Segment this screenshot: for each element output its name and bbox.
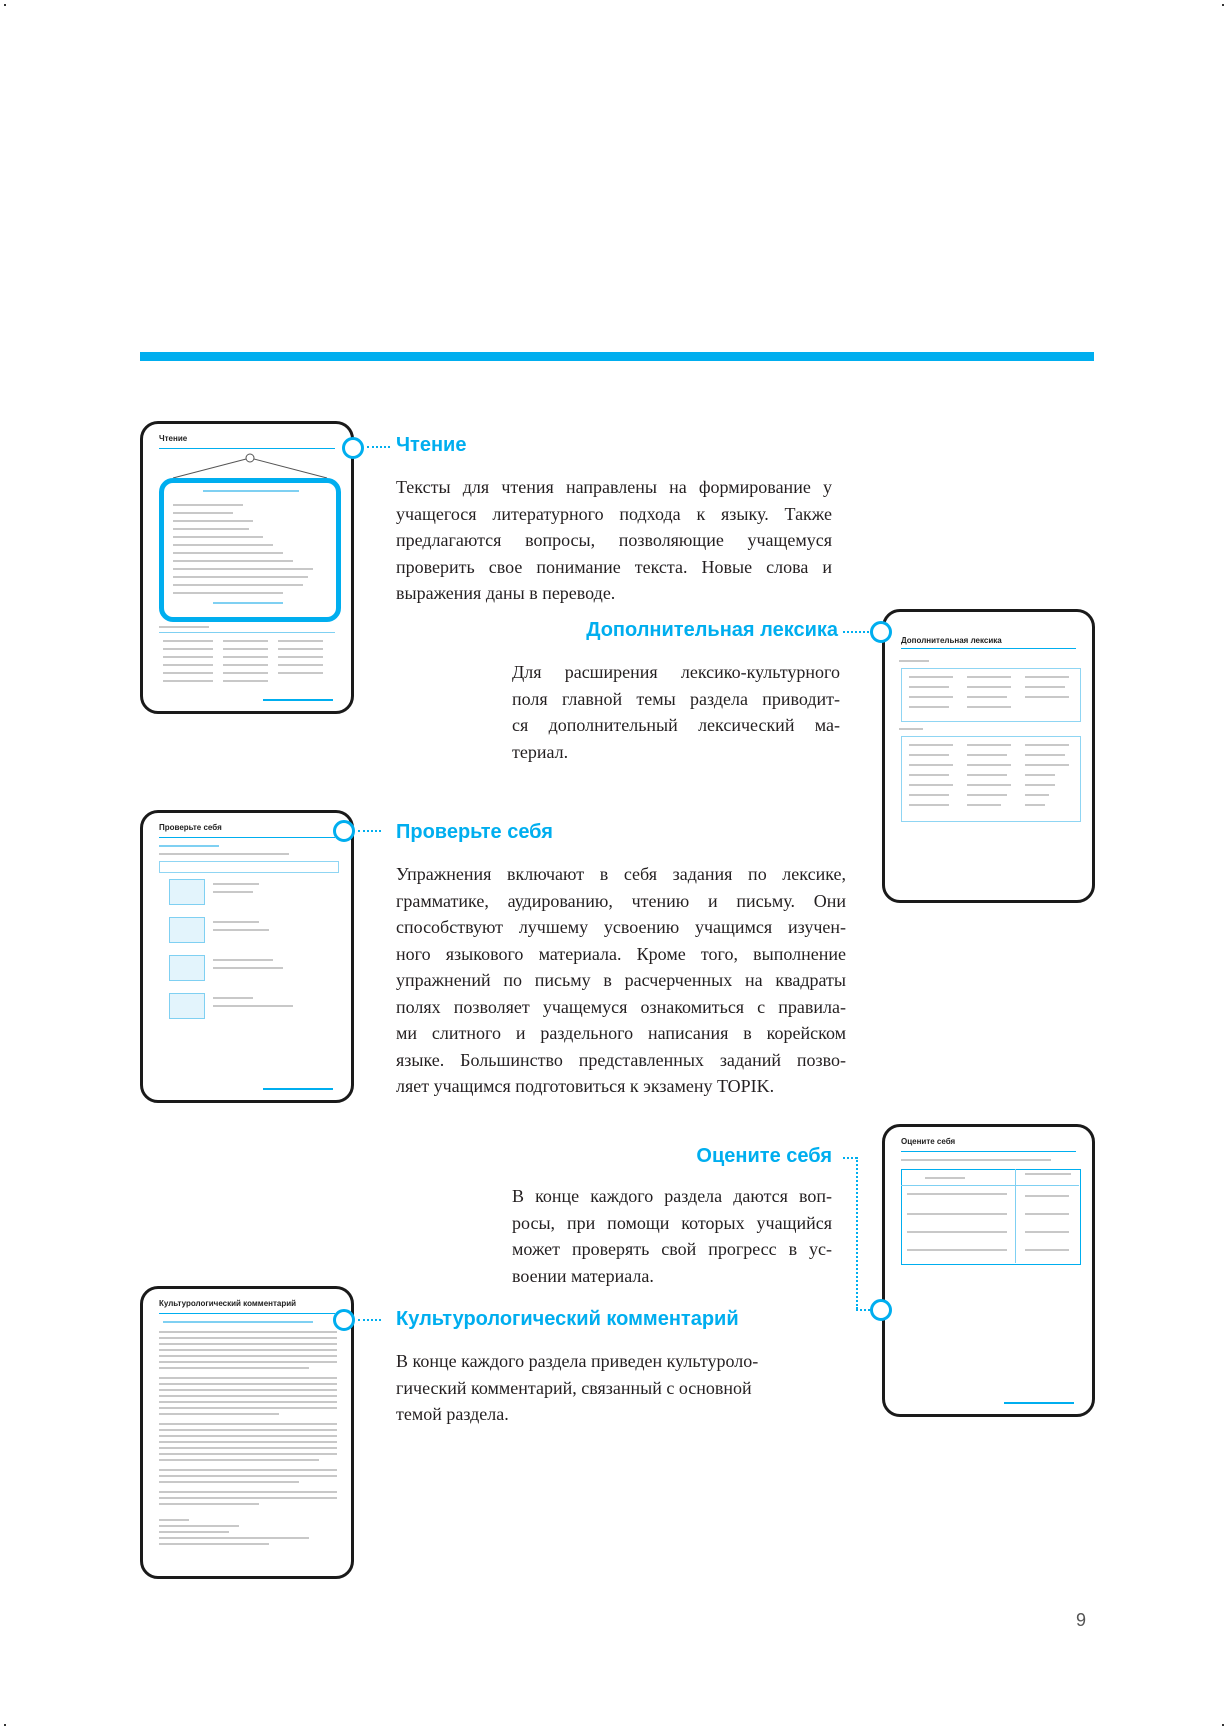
vocabulary-callout-dot: [870, 621, 892, 643]
check-callout-dot: [333, 820, 355, 842]
crop-mark: [4, 1724, 6, 1726]
crop-mark: [4, 4, 6, 6]
page-number: 9: [1076, 1610, 1087, 1630]
reading-callout-dot: [342, 437, 364, 459]
evaluate-connector-vertical: [856, 1157, 858, 1309]
text-line: выражения даны в переводе.: [396, 583, 616, 603]
reading-heading: Чтение: [396, 434, 467, 456]
exercise-image: [169, 917, 205, 943]
thumbnail-rule: [159, 837, 335, 838]
text-line: В конце каждого раздела даются воп-: [512, 1186, 832, 1206]
reading-thumbnail: [140, 421, 354, 714]
thumbnail-title: Дополнительная лексика: [901, 636, 1002, 645]
evaluate-heading: Оцените себя: [696, 1145, 832, 1167]
evaluate-connector: [843, 1157, 857, 1159]
text-line: поля главной темы раздела приводит-: [512, 688, 840, 709]
exercise-image: [169, 955, 205, 981]
text-line: ся дополнительный лексический ма-: [512, 715, 840, 735]
reading-connector: [367, 446, 390, 448]
text-line: грамматике, аудированию, чтению и письму. Они: [396, 890, 846, 911]
exercise-image: [169, 879, 205, 905]
text-line: Для расширения лексико-культурного: [512, 662, 840, 682]
exercise-image: [169, 993, 205, 1019]
text-line: ми слитного и раздельного написания в корейском: [396, 1023, 846, 1043]
text-line: ного языкового материала. Кроме того, выполнение: [396, 943, 846, 964]
text-line: воении материала.: [512, 1265, 654, 1286]
text-line: Упражнения включают в себя задания по лексике,: [396, 864, 846, 884]
culture-connector: [358, 1319, 381, 1321]
text-line: териал.: [512, 741, 569, 762]
thumbnail-title: Культурологический комментарий: [159, 1299, 297, 1308]
thumbnail-title: Проверьте себя: [159, 823, 222, 832]
text-line: В конце каждого раздела приведен культуроло-: [396, 1351, 759, 1371]
thumbnail-rule: [159, 1313, 335, 1314]
thumbnail-rule: [901, 648, 1076, 649]
vocabulary-thumbnail: [882, 609, 1095, 903]
crop-mark: [1222, 4, 1224, 6]
thumbnail-title: Чтение: [159, 434, 188, 443]
text-line: проверить свое понимание текста. Новые слова и: [396, 556, 832, 577]
text-line: Тексты для чтения направлены на формирование у: [396, 477, 832, 497]
reading-description: [396, 474, 832, 607]
vocabulary-description: [512, 659, 840, 765]
check-connector: [358, 830, 381, 832]
culture-description: [396, 1348, 796, 1428]
text-line: полях позволяет учащемуся ознакомиться с правила-: [396, 996, 846, 1017]
text-line: предлагаются вопросы, позволяющие учащемуся: [396, 530, 832, 550]
vocabulary-connector: [843, 631, 869, 633]
culture-callout-dot: [333, 1309, 355, 1331]
vocabulary-heading: Дополнительная лексика: [586, 619, 838, 641]
check-heading: Проверьте себя: [396, 821, 553, 843]
thumbnail-title: Оцените себя: [901, 1137, 956, 1146]
culture-heading: Культурологический комментарий: [396, 1308, 739, 1330]
check-thumbnail: [140, 810, 354, 1103]
text-line: росы, при помощи которых учащийся: [512, 1212, 832, 1233]
text-line: упражнений по письму в расчерченных на квадраты: [396, 970, 846, 990]
text-line: учащегося литературного подхода к языку. Также: [396, 503, 832, 524]
evaluate-thumbnail: [882, 1124, 1095, 1417]
text-line: способствуют лучшему усвоению учащимся изучен-: [396, 917, 846, 937]
text-line: может проверять свой прогресс в ус-: [512, 1239, 832, 1259]
culture-thumbnail: [140, 1286, 354, 1579]
evaluate-callout-dot: [870, 1299, 892, 1321]
text-line: языке. Большинство представленных заданий позво-: [396, 1049, 846, 1070]
evaluate-description: [512, 1183, 832, 1289]
thumbnail-rule: [901, 1151, 1076, 1152]
text-line: темой раздела.: [396, 1404, 509, 1424]
text-line: гический комментарий, связанный с основной: [396, 1377, 752, 1398]
evaluate-connector: [856, 1309, 870, 1311]
text-line: ляет учащимся подготовиться к экзамену TOPIK.: [396, 1076, 775, 1096]
check-description: [396, 861, 846, 1100]
top-accent-rule: [140, 352, 1094, 361]
notice-board: [159, 478, 341, 622]
crop-mark: [1222, 1724, 1224, 1726]
